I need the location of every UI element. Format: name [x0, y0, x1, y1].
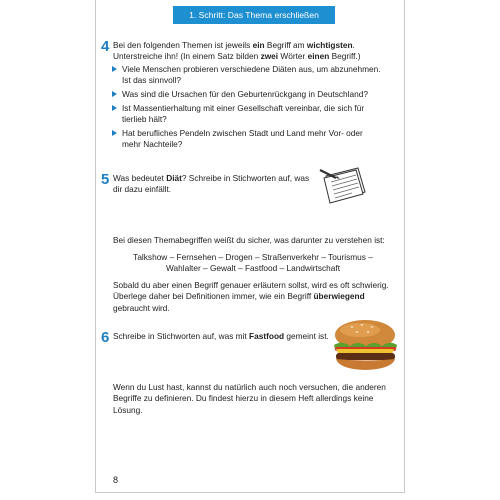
- page-number: 8: [113, 475, 119, 485]
- task-number-4: 4: [101, 38, 110, 55]
- task5-text: Was bedeutet Diät? Schreibe in Stichworten auf, was dir dazu einfällt.: [113, 173, 310, 195]
- info-para-1: Bei diesen Themabegriffen weißt du sicher, was darunter zu verstehen ist:: [113, 235, 385, 245]
- info-para-2: Sobald du aber einen Begriff genauer erläutern sollst, wird es oft schwierig. Überlege daher bei Definitionen immer, wie ein Begriff überwiegend gebraucht wird.: [113, 280, 389, 313]
- terms-line-1: Talkshow – Fernsehen – Drogen – Straßenverkehr – Tourismus –: [133, 252, 373, 262]
- task6-text: Schreibe in Stichworten auf, was mit Fastfood gemeint ist.: [113, 331, 329, 341]
- section-header: 1. Schritt: Das Thema erschließen: [173, 6, 335, 24]
- task4-bullet-3: Ist Massentierhaltung mit einer Gesellschaft vereinbar, die sich für tierlieb hält?: [112, 103, 382, 126]
- hamburger-image: [330, 318, 400, 374]
- task4-bullet-2: Was sind die Ursachen für den Geburtenrückgang in Deutschland?: [112, 89, 382, 100]
- bullet-arrow-icon: [112, 66, 117, 72]
- task-number-5: 5: [101, 171, 110, 188]
- task4-bullet-1: Viele Menschen probieren verschiedene Diäten aus, um abzunehmen. Ist das sinnvoll?: [112, 64, 382, 87]
- bullet-arrow-icon: [112, 91, 117, 97]
- task4-bullet-4: Hat berufliches Pendeln zwischen Stadt und Land mehr Vor- oder mehr Nachteile?: [112, 128, 382, 151]
- notepad-with-pencil-icon: [318, 166, 368, 204]
- task-number-6: 6: [101, 329, 110, 346]
- closing-paragraph: Wenn du Lust hast, kannst du natürlich auch noch versuchen, die anderen Begriffe zu definieren. Du findest hierzu in diesem Heft allerdings keine Lösung.: [113, 382, 386, 415]
- bullet-arrow-icon: [112, 105, 117, 111]
- bullet-arrow-icon: [112, 130, 117, 136]
- task4-intro: Bei den folgenden Themen ist jeweils ein Begriff am wichtigsten. Unterstreiche ihn! (In einem Satz bilden zwei Wörter einen Begriff.): [113, 40, 361, 62]
- terms-line-2: Wahlalter – Gewalt – Fastfood – Landwirtschaft: [165, 263, 340, 273]
